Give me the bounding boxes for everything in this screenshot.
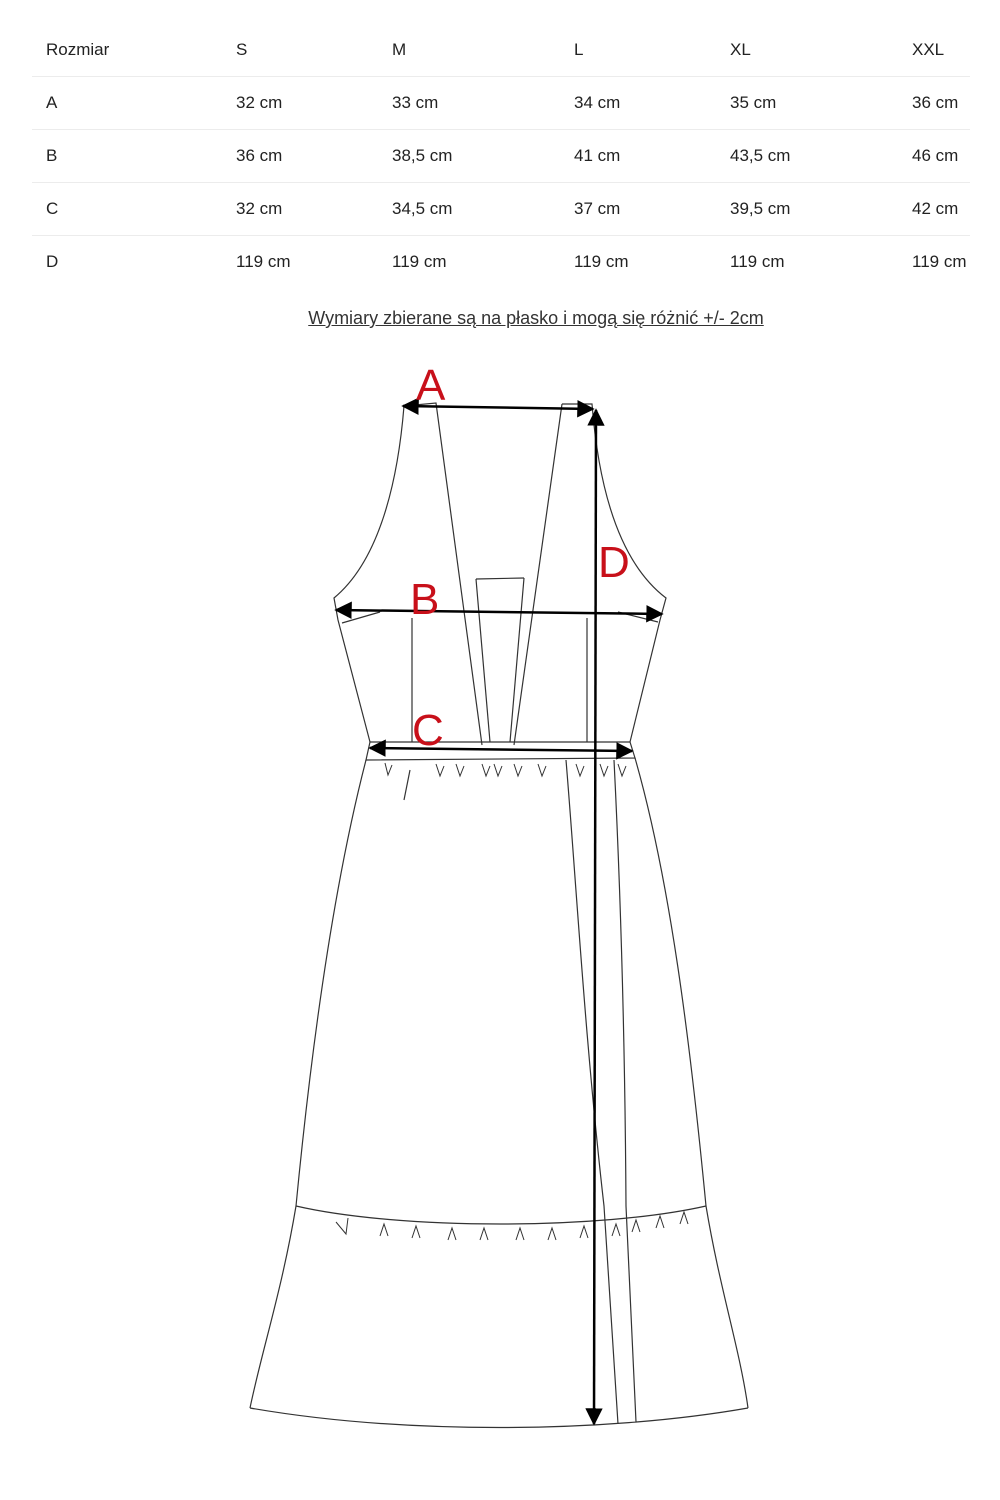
table-cell: 36 cm [222,130,378,183]
label-a: A [416,361,446,410]
header-cell: L [560,24,716,77]
table-cell: 33 cm [378,77,560,130]
table-cell: 37 cm [560,183,716,236]
label-b: B [410,575,440,624]
table-cell: D [46,252,59,271]
gather-marks [336,763,688,1240]
table-cell: C [32,183,222,236]
table-cell: B [32,130,222,183]
table-cell: 119 cm [912,252,967,271]
measure-arrow-d [594,410,596,1424]
label-c: C [412,706,444,755]
table-cell: 42 cm [898,183,970,236]
table-cell: 35 cm [716,77,898,130]
table-cell: A [32,77,222,130]
header-cell: S [222,24,378,77]
table-cell: 119 cm [730,252,785,271]
table-cell: 119 cm [236,252,291,271]
header-cell: Rozmiar [32,24,222,77]
measure-arrow-c [370,748,632,751]
dress-outline [250,403,748,1428]
table-cell: 38,5 cm [378,130,560,183]
table-cell: 43,5 cm [716,130,898,183]
table-cell: 34,5 cm [378,183,560,236]
measure-arrow-b [336,610,662,614]
measurement-note: Wymiary zbierane są na płasko i mogą się różnić +/- 2cm [308,308,764,328]
table-cell: 32 cm [222,77,378,130]
table-cell: 119 cm [574,252,629,271]
table-cell: 34 cm [560,77,716,130]
table-cell: 32 cm [222,183,378,236]
header-cell: XXL [898,24,970,77]
table-cell: 41 cm [560,130,716,183]
table-cell: 119 cm [392,252,447,271]
header-cell: XL [716,24,898,77]
table-cell: 36 cm [898,77,970,130]
table-cell: 39,5 cm [716,183,898,236]
header-cell: M [378,24,560,77]
table-cell: 46 cm [898,130,970,183]
label-d: D [598,538,630,587]
